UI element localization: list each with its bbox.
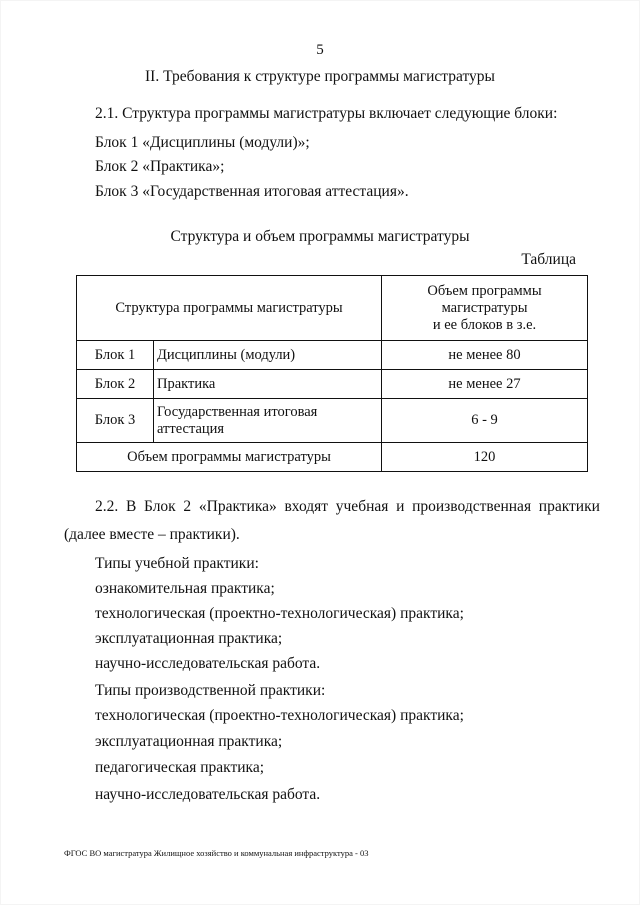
paragraph-2-2-continuation: (далее вместе – практики). (64, 526, 240, 543)
header-structure-cell: Структура программы магистратуры (77, 276, 382, 341)
block-cell: Блок 3 (77, 399, 154, 443)
list-item: научно-исследовательская работа. (95, 786, 321, 803)
list-item: технологическая (проектно-технологическая) практика; (95, 707, 464, 724)
table-row (77, 399, 588, 443)
word: производственная (412, 498, 532, 515)
table-row (77, 341, 588, 370)
word: практики (538, 498, 600, 515)
list-item: эксплуатационная практика; (95, 733, 283, 750)
block-3-line: Блок 3 «Государственная итоговая аттестация». (95, 183, 409, 200)
word: учебная (335, 498, 389, 515)
section-title: II. Требования к структуре программы магистратуры (145, 68, 495, 85)
table-caption: Таблица (521, 251, 576, 268)
block-name-cell: Практика (154, 370, 382, 399)
header-volume-cell (382, 276, 588, 341)
block-cell: Блок 1 (77, 341, 154, 370)
table-total-row (77, 443, 588, 472)
paragraph-2-2-first-line (95, 498, 600, 516)
block-cell: Блок 2 (77, 370, 154, 399)
volume-cell: не менее 80 (382, 341, 588, 370)
list-item: научно-исследовательская работа. (95, 655, 321, 672)
word: Блок (144, 498, 176, 515)
block-1-line: Блок 1 «Дисциплины (модули)»; (95, 134, 310, 151)
word: входят (284, 498, 329, 515)
block-name-cell: Государственная итоговая аттестация (154, 399, 382, 443)
word: 2 (183, 498, 192, 515)
total-value-cell: 120 (382, 443, 588, 472)
total-label-cell: Объем программы магистратуры (77, 443, 382, 472)
volume-cell: 6 - 9 (382, 399, 588, 443)
page-number: 5 (316, 42, 324, 58)
table-title: Структура и объем программы магистратуры (170, 228, 470, 245)
list-item: педагогическая практика; (95, 759, 265, 776)
block-name-cell: Дисциплины (модули) (154, 341, 382, 370)
footer-text: ФГОС ВО магистратура Жилищное хозяйство и коммунальная инфраструктура - 03 (64, 848, 369, 858)
paragraph-2-1: 2.1. Структура программы магистратуры включает следующие блоки: (95, 105, 558, 122)
header-volume-line: магистратуры (441, 299, 528, 316)
study-practice-types-title: Типы учебной практики: (95, 555, 259, 572)
list-item: эксплуатационная практика; (95, 630, 283, 647)
block-2-line: Блок 2 «Практика»; (95, 158, 225, 175)
structure-table (76, 275, 588, 472)
list-item: технологическая (проектно-технологическая) практика; (95, 605, 464, 622)
production-practice-types-title: Типы производственной практики: (95, 682, 326, 699)
word: «Практика» (198, 498, 277, 515)
word: и (396, 498, 405, 515)
word: 2.2. (95, 498, 119, 515)
volume-cell: не менее 27 (382, 370, 588, 399)
table-header-row (77, 276, 588, 341)
header-volume-line: и ее блоков в з.е. (432, 316, 537, 333)
table-row (77, 370, 588, 399)
word: В (125, 498, 137, 515)
header-volume-line: Объем программы (427, 282, 542, 299)
list-item: ознакомительная практика; (95, 580, 275, 597)
